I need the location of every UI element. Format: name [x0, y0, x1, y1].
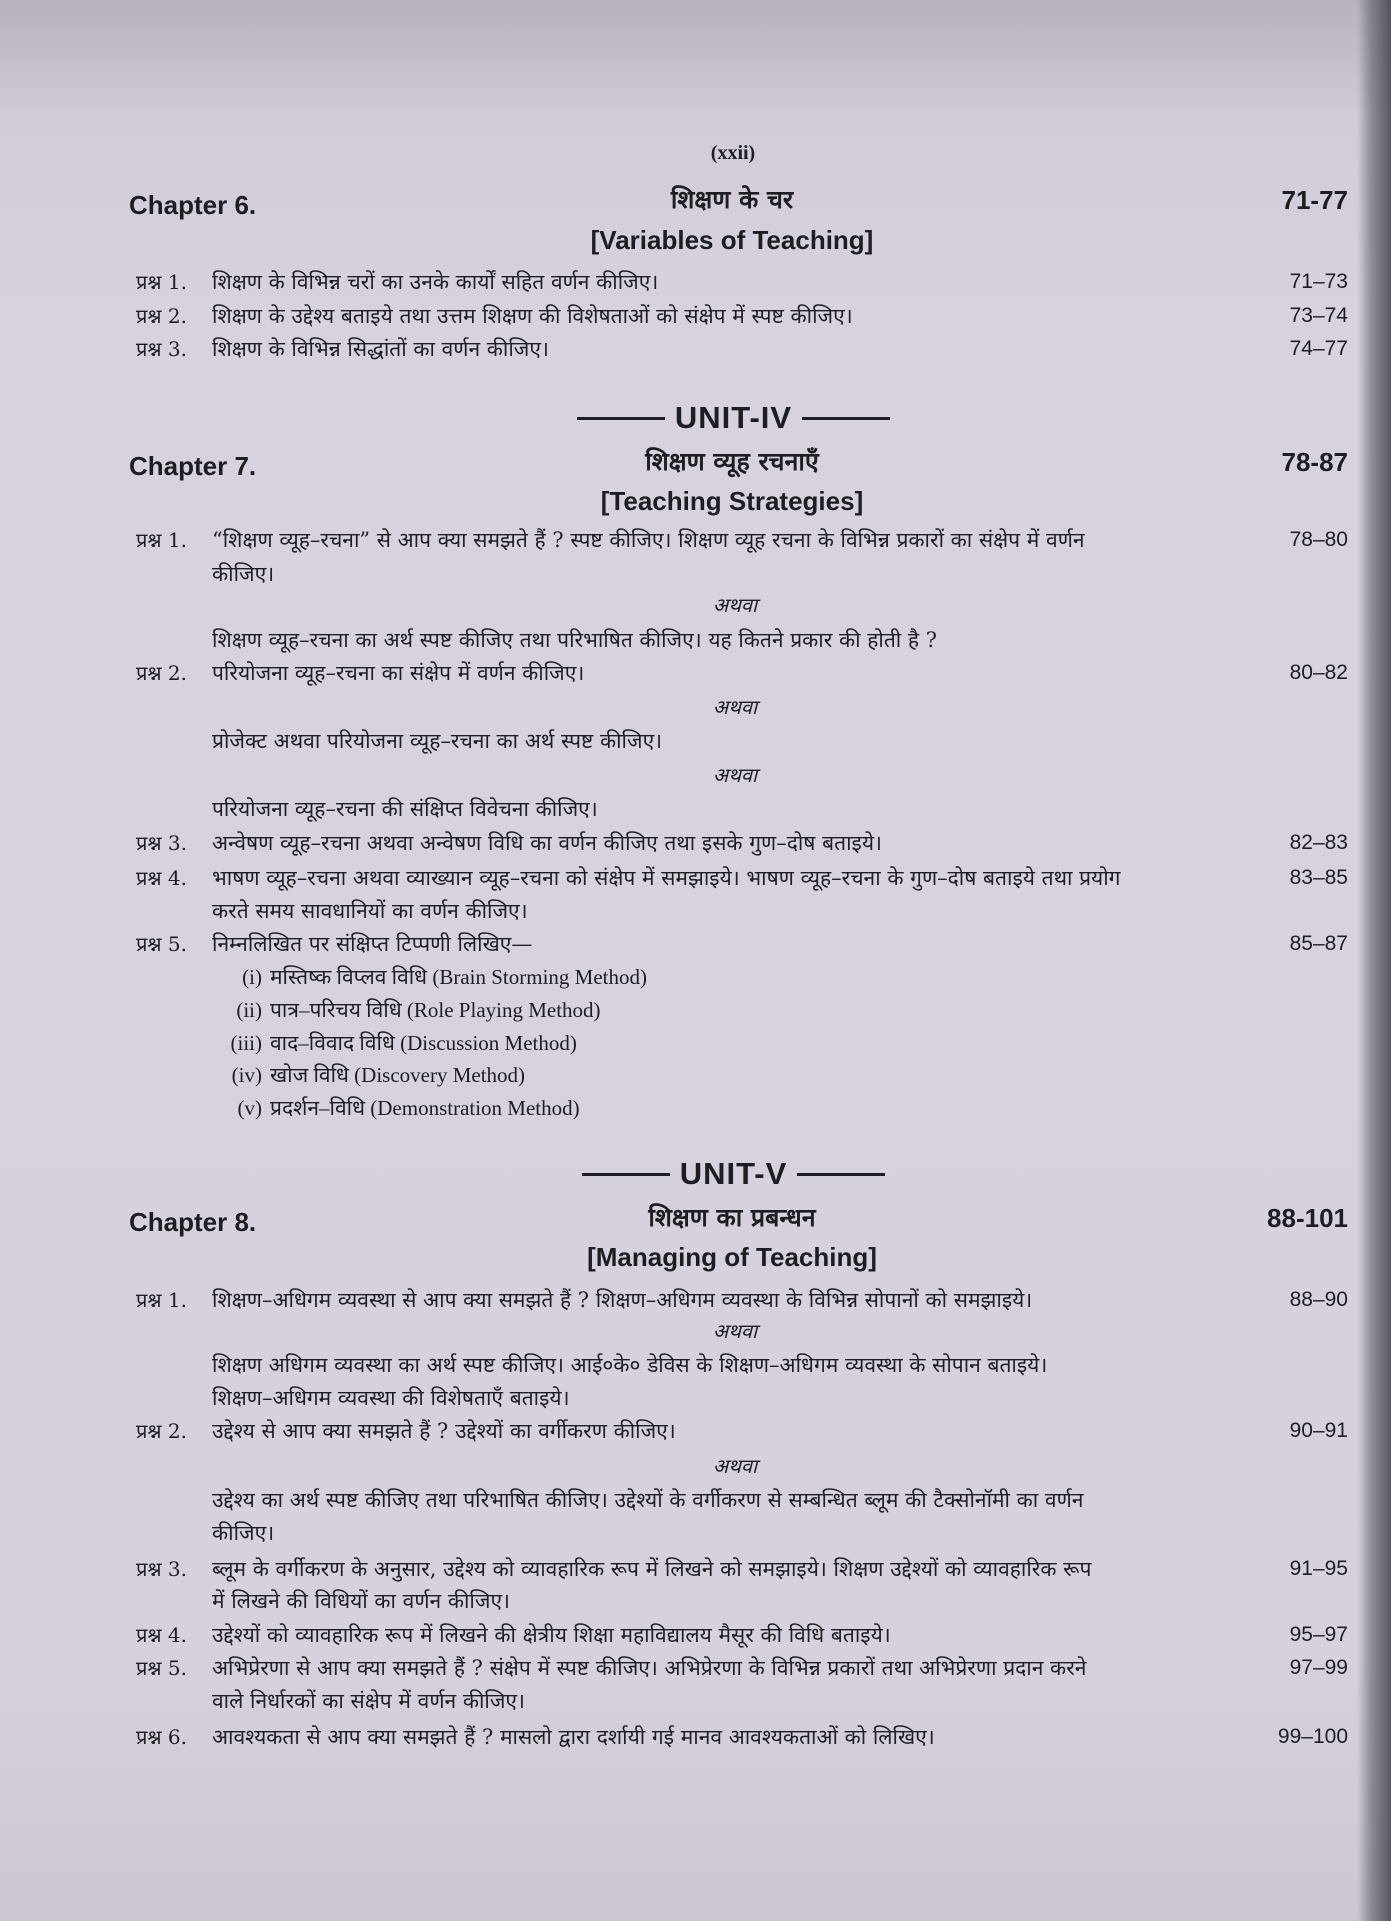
or-label: अथवा	[712, 695, 758, 719]
chapter-page-range: 88-101	[1267, 1203, 1348, 1233]
alternate-question-text: शिक्षण व्यूह–रचना का अर्थ स्पष्ट कीजिए तथा परिभाषित कीजिए। यह कितने प्रकार की होती है ?	[212, 628, 938, 652]
question-text: शिक्षण के उद्देश्य बताइये तथा उत्तम शिक्षण की विशेषताओं को संक्षेप में स्पष्ट कीजिए।	[212, 304, 853, 328]
question-label: प्रश्न 6.	[136, 1725, 187, 1749]
subitem-text: खोज विधि (Discovery Method)	[270, 1063, 526, 1087]
question-label: प्रश्न 1.	[136, 528, 187, 552]
toc-entry	[0, 1416, 1391, 1446]
question-page-range: 71–73	[1289, 270, 1348, 293]
toc-entry	[0, 1554, 1391, 1584]
subitem-number: (iii)	[230, 1031, 262, 1055]
chapter-title-hindi: शिक्षण के चर	[670, 185, 794, 214]
question-text: “शिक्षण व्यूह–रचना” से आप क्या समझते हैं ? स्पष्ट कीजिए। शिक्षण व्यूह रचना के विभिन्न प्रकारों का संक्षेप में वर्णन	[212, 528, 1085, 552]
divider-line	[802, 417, 890, 420]
question-page-range: 88–90	[1289, 1288, 1348, 1311]
question-label: प्रश्न 3.	[136, 337, 187, 361]
toc-entry	[0, 267, 1391, 297]
toc-subitem	[0, 1028, 1391, 1058]
toc-subitem	[0, 1060, 1391, 1090]
question-text: शिक्षण के विभिन्न चरों का उनके कार्यों सहित वर्णन कीजिए।	[212, 270, 659, 294]
question-text: अन्वेषण व्यूह–रचना अथवा अन्वेषण विधि का वर्णन कीजिए तथा इसके गुण–दोष बताइये।	[212, 831, 882, 855]
toc-or-separator	[0, 692, 1391, 722]
toc-entry	[0, 525, 1391, 555]
toc-entry	[0, 301, 1391, 331]
toc-entry	[0, 1722, 1391, 1752]
question-text: कीजिए।	[212, 562, 275, 586]
alternate-question-text: शिक्षण अधिगम व्यवस्था का अर्थ स्पष्ट कीजिए। आई०के० डेविस के शिक्षण–अधिगम व्यवस्था के सोपान बताइये।	[212, 1353, 1048, 1377]
question-page-range: 95–97	[1289, 1623, 1348, 1646]
question-text: वाले निर्धारकों का संक्षेप में वर्णन कीजिए।	[212, 1689, 525, 1713]
unit-title: UNIT-V	[679, 1156, 788, 1191]
question-text: उद्देश्य से आप क्या समझते हैं ? उद्देश्यों का वर्गीकरण कीजिए।	[212, 1419, 676, 1443]
toc-subitem	[0, 995, 1391, 1025]
toc-entry	[0, 1620, 1391, 1650]
toc-or-separator	[0, 1451, 1391, 1481]
or-label: अथवा	[712, 1454, 758, 1478]
question-text: भाषण व्यूह–रचना अथवा व्याख्यान व्यूह–रचना को संक्षेप में समझाइये। भाषण व्यूह–रचना के गुण–दोष बताइये तथा प्रयोग	[212, 866, 1121, 890]
question-page-range: 82–83	[1289, 831, 1348, 854]
subitem-number: (ii)	[236, 998, 262, 1022]
subitem-text: प्रदर्शन–विधि (Demonstration Method)	[270, 1096, 580, 1120]
question-page-range: 80–82	[1289, 661, 1348, 684]
question-label: प्रश्न 3.	[136, 1557, 187, 1581]
question-page-range: 85–87	[1289, 932, 1348, 955]
alternate-question-text: शिक्षण–अधिगम व्यवस्था की विशेषताएँ बताइये।	[212, 1386, 570, 1410]
subitem-text: वाद–विवाद विधि (Discussion Method)	[270, 1031, 577, 1055]
divider-line	[582, 1173, 670, 1176]
question-label: प्रश्न 2.	[136, 661, 187, 685]
question-page-range: 73–74	[1289, 304, 1348, 327]
chapter-title-hindi: शिक्षण व्यूह रचनाएँ	[645, 447, 819, 476]
question-label: प्रश्न 5.	[136, 932, 187, 956]
toc-alternate	[0, 1518, 1391, 1548]
toc-entry	[0, 929, 1391, 959]
or-label: अथवा	[712, 1319, 758, 1343]
question-text: अभिप्रेरणा से आप क्या समझते हैं ? संक्षेप में स्पष्ट कीजिए। अभिप्रेरणा के विभिन्न प्रकारों तथा अभिप्रेरणा प्रदान करने	[212, 1656, 1087, 1680]
toc-alternate	[0, 1383, 1391, 1413]
chapter-label: Chapter 6.	[129, 190, 257, 220]
question-page-range: 78–80	[1289, 528, 1348, 551]
toc-continuation	[0, 1586, 1391, 1616]
toc-entry	[0, 863, 1391, 893]
question-label: प्रश्न 4.	[136, 1623, 187, 1647]
toc-subitem	[0, 962, 1391, 992]
chapter-title-english: [Teaching Strategies]	[600, 486, 864, 516]
question-text: शिक्षण के विभिन्न सिद्धांतों का वर्णन कीजिए।	[212, 337, 549, 361]
question-text: आवश्यकता से आप क्या समझते हैं ? मासलो द्वारा दर्शायी गई मानव आवश्यकताओं को लिखिए।	[212, 1725, 935, 1749]
question-text: परियोजना व्यूह–रचना का संक्षेप में वर्णन कीजिए।	[212, 661, 585, 685]
chapter-label: Chapter 8.	[129, 1207, 257, 1237]
toc-entry	[0, 334, 1391, 364]
question-page-range: 97–99	[1289, 1656, 1348, 1679]
divider-line	[797, 1173, 885, 1176]
or-label: अथवा	[712, 593, 758, 617]
question-text: शिक्षण–अधिगम व्यवस्था से आप क्या समझते हैं ? शिक्षण–अधिगम व्यवस्था के विभिन्न सोपानों को समझाइये।	[212, 1288, 1033, 1312]
question-label: प्रश्न 2.	[136, 304, 187, 328]
question-page-range: 99–100	[1277, 1725, 1348, 1748]
toc-alternate	[0, 794, 1391, 824]
toc-continuation	[0, 559, 1391, 589]
alternate-question-text: प्रोजेक्ट अथवा परियोजना व्यूह–रचना का अर्थ स्पष्ट कीजिए।	[212, 729, 663, 753]
toc-continuation	[0, 1686, 1391, 1716]
question-text: करते समय सावधानियों का वर्णन कीजिए।	[212, 899, 528, 923]
unit-heading	[0, 400, 1391, 436]
toc-entry	[0, 658, 1391, 688]
divider-line	[577, 417, 665, 420]
scan-shading	[0, 0, 1391, 115]
unit-title: UNIT-IV	[674, 400, 793, 435]
alternate-question-text: उद्देश्य का अर्थ स्पष्ट कीजिए तथा परिभाषित कीजिए। उद्देश्यों के वर्गीकरण से सम्बन्धित ब्लूम की टैक्सोनॉमी का वर्णन	[212, 1488, 1084, 1512]
toc-entry	[0, 828, 1391, 858]
subitem-number: (v)	[237, 1096, 262, 1120]
question-label: प्रश्न 1.	[136, 1288, 187, 1312]
toc-entry	[0, 1653, 1391, 1683]
question-page-range: 83–85	[1289, 866, 1348, 889]
toc-or-separator	[0, 1316, 1391, 1346]
unit-heading	[0, 1156, 1391, 1192]
question-text: ब्लूम के वर्गीकरण के अनुसार, उद्देश्य को व्यावहारिक रूप में लिखने को समझाइये। शिक्षण उद्देश्यों को व्यावहारिक रूप	[212, 1557, 1092, 1581]
question-label: प्रश्न 3.	[136, 831, 187, 855]
chapter-title-hindi: शिक्षण का प्रबन्धन	[648, 1203, 816, 1232]
toc-or-separator	[0, 590, 1391, 620]
chapter-title-english: [Variables of Teaching]	[590, 225, 874, 255]
question-label: प्रश्न 4.	[136, 866, 187, 890]
subitem-number: (iv)	[231, 1063, 262, 1087]
question-page-range: 90–91	[1289, 1419, 1348, 1442]
subitem-number: (i)	[242, 965, 262, 989]
subitem-text: मस्तिष्क विप्लव विधि (Brain Storming Method)	[270, 965, 647, 989]
question-text: उद्देश्यों को व्यावहारिक रूप में लिखने की क्षेत्रीय शिक्षा महाविद्यालय मैसूर की विधि बताइये।	[212, 1623, 891, 1647]
question-label: प्रश्न 2.	[136, 1419, 187, 1443]
chapter-page-range: 71-77	[1281, 185, 1348, 215]
or-label: अथवा	[712, 763, 758, 787]
question-label: प्रश्न 5.	[136, 1656, 187, 1680]
toc-or-separator	[0, 760, 1391, 790]
question-page-range: 91–95	[1289, 1557, 1348, 1580]
toc-alternate	[0, 726, 1391, 756]
toc-continuation	[0, 896, 1391, 926]
chapter-title-english: [Managing of Teaching]	[587, 1242, 877, 1272]
chapter-label: Chapter 7.	[129, 451, 257, 481]
question-page-range: 74–77	[1289, 337, 1348, 360]
alternate-question-text: परियोजना व्यूह–रचना की संक्षिप्त विवेचना कीजिए।	[212, 797, 598, 821]
toc-entry	[0, 1285, 1391, 1315]
question-text: निम्नलिखित पर संक्षिप्त टिप्पणी लिखिए—	[212, 932, 533, 956]
question-label: प्रश्न 1.	[136, 270, 187, 294]
question-text: में लिखने की विधियों का वर्णन कीजिए।	[212, 1589, 511, 1613]
chapter-page-range: 78-87	[1281, 447, 1348, 477]
subitem-text: पात्र–परिचय विधि (Role Playing Method)	[270, 998, 601, 1022]
toc-alternate	[0, 1350, 1391, 1380]
page-number: (xxii)	[710, 142, 756, 164]
toc-alternate	[0, 625, 1391, 655]
alternate-question-text: कीजिए।	[212, 1521, 275, 1545]
toc-alternate	[0, 1485, 1391, 1515]
toc-subitem	[0, 1093, 1391, 1123]
